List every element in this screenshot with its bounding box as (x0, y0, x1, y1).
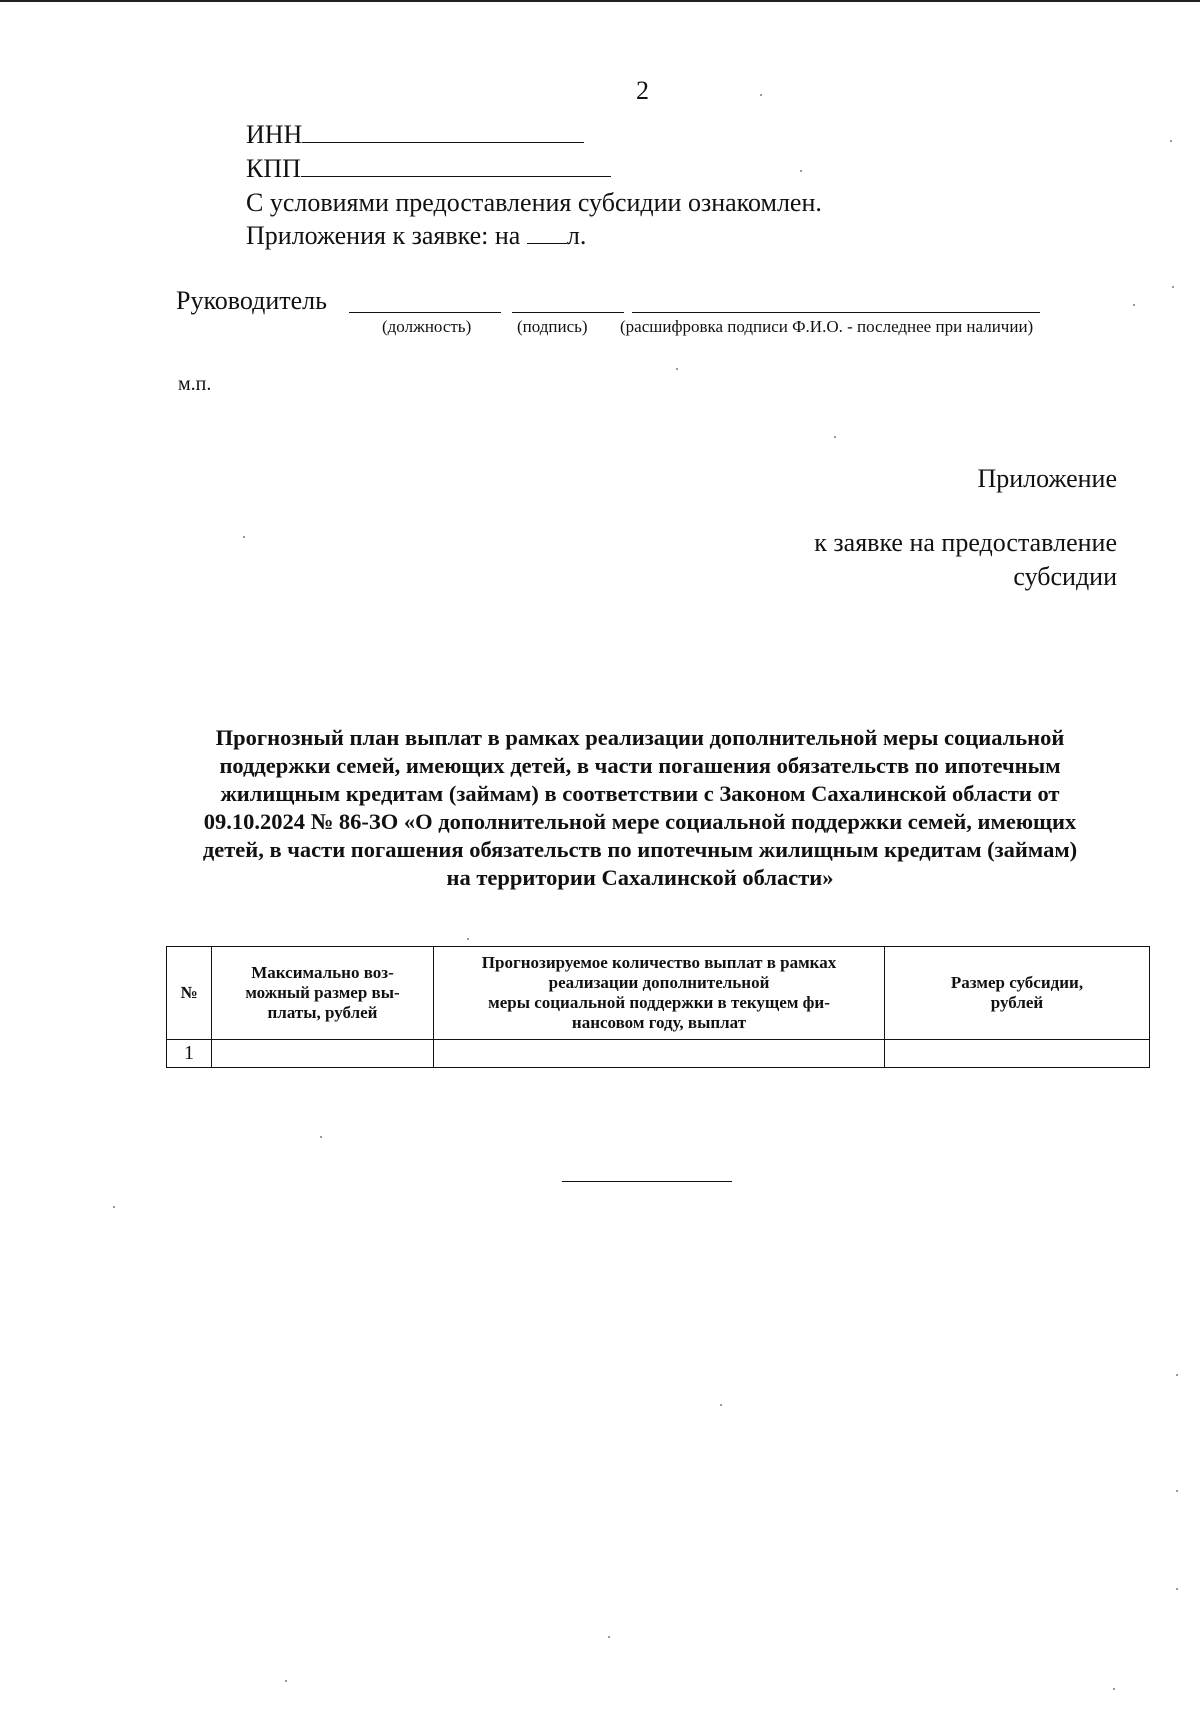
inn-blank (302, 122, 584, 143)
header-text-line: Прогнозируемое количество выплат в рамках (481, 953, 837, 972)
header-max-payment (212, 947, 434, 1040)
header-text-line: Размер субсидии, (950, 973, 1084, 992)
scan-speck (113, 1206, 115, 1208)
conditions-statement: С условиями предоставления субсидии ознакомлен. (246, 188, 822, 217)
scan-speck (1176, 1374, 1178, 1376)
cell-number: 1 (167, 1040, 212, 1068)
full-name-line (632, 312, 1040, 313)
header-subsidy-amount (885, 947, 1150, 1040)
plan-title (160, 724, 1120, 892)
scan-speck (285, 1680, 287, 1682)
attachments-prefix: Приложения к заявке: на (246, 221, 521, 250)
scan-speck (800, 170, 802, 172)
page-number: 2 (636, 76, 649, 105)
appendix-line-1: к заявке на предоставление (814, 528, 1117, 557)
scan-speck (834, 436, 836, 438)
position-caption: (должность) (382, 317, 472, 336)
scan-speck (320, 1136, 322, 1138)
scan-speck (1176, 1588, 1178, 1590)
attachments-count-blank (527, 223, 567, 244)
header-text-line: меры социальной поддержки в текущем фи- (488, 993, 830, 1012)
stamp-label: м.п. (178, 373, 212, 395)
table-header-row (167, 947, 1150, 1040)
scan-speck (720, 1404, 722, 1406)
plan-title-line: поддержки семей, имеющих детей, в части погашения обязательств по ипотечным (219, 753, 1061, 778)
scan-speck (243, 536, 245, 538)
header-text-line: рублей (990, 993, 1044, 1012)
attachments-suffix: л. (566, 221, 587, 250)
appendix-line-2: субсидии (1013, 562, 1117, 591)
header-text-line: реализации дополнительной (548, 973, 770, 992)
cell-max-payment (212, 1040, 434, 1068)
scan-speck (467, 938, 469, 940)
end-of-document-rule (562, 1181, 732, 1182)
position-line (349, 312, 501, 313)
kpp-label: КПП (246, 154, 301, 183)
scan-speck (676, 368, 678, 370)
cell-subsidy-amount (885, 1040, 1150, 1068)
scan-speck (1172, 286, 1174, 288)
payment-plan-table (166, 946, 1150, 1068)
plan-title-line: детей, в части погашения обязательств по ипотечным жилищным кредитам (займам) (202, 837, 1078, 862)
scan-speck (1133, 304, 1135, 306)
header-text-line: можный размер вы- (245, 983, 400, 1002)
plan-title-line: 09.10.2024 № 86-ЗО «О дополнительной мере социальной поддержки семей, имеющих (203, 809, 1077, 834)
plan-title-line: жилищным кредитам (займам) в соответствии с Законом Сахалинской области от (220, 781, 1060, 806)
signature-caption: (подпись) (517, 317, 588, 336)
scan-top-edge (0, 0, 1200, 2)
kpp-field (246, 154, 611, 184)
name-caption: (расшифровка подписи Ф.И.О. - последнее при наличии) (620, 317, 1034, 336)
manager-label: Руководитель (176, 286, 327, 315)
signature-line (512, 312, 624, 313)
inn-field (246, 120, 584, 150)
scan-speck (1176, 1490, 1178, 1492)
scan-speck (608, 1636, 610, 1638)
plan-title-line: на территории Сахалинской области» (446, 865, 834, 890)
appendix-title: Приложение (977, 464, 1117, 493)
scan-speck (1170, 140, 1172, 142)
cell-forecast-count (434, 1040, 885, 1068)
scan-speck (760, 94, 762, 96)
inn-label: ИНН (246, 120, 303, 149)
header-text-line: Максимально воз- (251, 963, 394, 982)
header-number: № (167, 947, 212, 1040)
scan-speck (1113, 1688, 1115, 1690)
kpp-blank (301, 156, 611, 177)
header-forecast-count (434, 947, 885, 1040)
plan-title-line: Прогнозный план выплат в рамках реализации дополнительной меры социальной (215, 725, 1065, 750)
header-text-line: нансовом году, выплат (571, 1013, 747, 1032)
attachments-line (246, 221, 586, 251)
table-row (167, 1040, 1150, 1068)
header-text-line: платы, рублей (267, 1003, 378, 1022)
